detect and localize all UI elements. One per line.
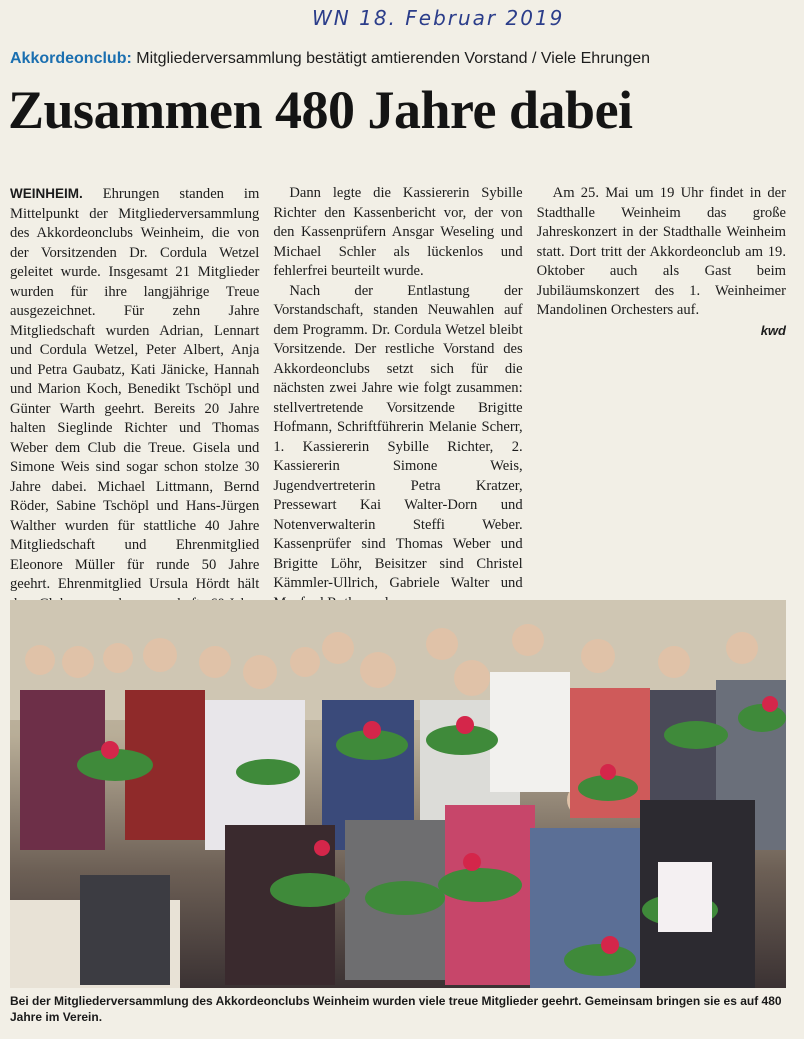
- paragraph-1-text: Ehrungen standen im Mittelpunkt der Mitgliederversammlung des Akkordeonclubs Weinheim, die von der Vorsitzenden Dr. Cordula Wetzel geleitet wurde. Insgesamt 21 Mitglieder wurden für ihre langjährige Treue ausgezeichnet. Für zehn Jahre Mitgliedschaft wurden Adrian, Lennart und Cordula Wetzel, Peter Albert, Anja und Petra Gaubatz, Kati Jänicke, Hannah und Marion Koch, Benedikt Tschöpl und Günter Warth geehrt. Bereits 20 Jahre halten Sieglinde Richter und Thomas Weber dem Club die Treue. Gisela und Simone Weis sind sogar schon stolze 30 Jahre dabei. Michael Littmann, Bernd Röder, Sabine Tschöpl und Hans-Jürgen Walther wurden für stattliche 40 Jahre Mitgliedschaft und Ehrenmitglied Eleonore Müller für runde 50 Jahre geehrt. Ehrenmitglied Ursula Hördt hält: [10, 186, 260, 592]
- kicker-tag: Akkordeonclub:: [10, 50, 132, 67]
- article-paragraph-2: Dann legte die Kassiererin Sybille Richter den Kassenbericht vor, der von den Kassenprüfern Ansgar Weseling und Michael Schler als lückenlos und fehlerfrei beurteilt wurde.: [273, 185, 523, 279]
- photo-caption: Bei der Mitgliederversammlung des Akkordeonclubs Weinheim wurden viele treue Mitglieder geehrt. Gemeinsam bringen sie es auf 480 Jahre im Verein.: [10, 994, 782, 1024]
- handwritten-date-note: WN 18. Februar 2019: [312, 6, 565, 30]
- kicker-text: Mitgliederversammlung bestätigt amtierenden Vorstand / Viele Ehrungen: [136, 50, 651, 67]
- group-photo: [10, 600, 786, 988]
- author-initials: kwd: [760, 322, 786, 338]
- article-kicker: [10, 50, 770, 68]
- dateline: WEINHEIM.: [10, 186, 83, 201]
- article-paragraph-4: Am 25. Mai um 19 Uhr findet in der Stadthalle Weinheim das große Jahreskonzert in der Stadthalle Weinheim statt. Dort tritt der Akkordeonclub am 19. Oktober auch als Gast beim Jubiläumskonzert des 1. Weinheimer Mandolinen Orchesters auf.: [536, 185, 786, 318]
- group-photo-illustration: [10, 600, 786, 988]
- article-headline: Zusammen 480 Jahre dabei: [8, 80, 633, 140]
- article-paragraph-3: Nach der Entlastung der Vorstandschaft, standen Neuwahlen auf dem Programm. Dr. Cordula Wetzel bleibt Vorsitzende. Der restliche Vorstand des Akkordeonclubs setzt sich für die nächsten zwei Jahre wie folgt zusammen: stellvertretende Vorsitzende Brigitte Hofmann, Schriftführerin Melanie Scherr, 1. Kassiererin Sybille Richter, 2. Kassiererin Simone Weis, Jugendvertreterin Petra Kratzer, Pressewart Kai Walter-Dorn und Notenverwalterin Steffi Weber. Kassenprüfer sind Thomas Weber und Brigitte Löhr, Beisitzer sind Christel Kämmler-Ullrich, Gabriele Walter und: [273, 282, 523, 591]
